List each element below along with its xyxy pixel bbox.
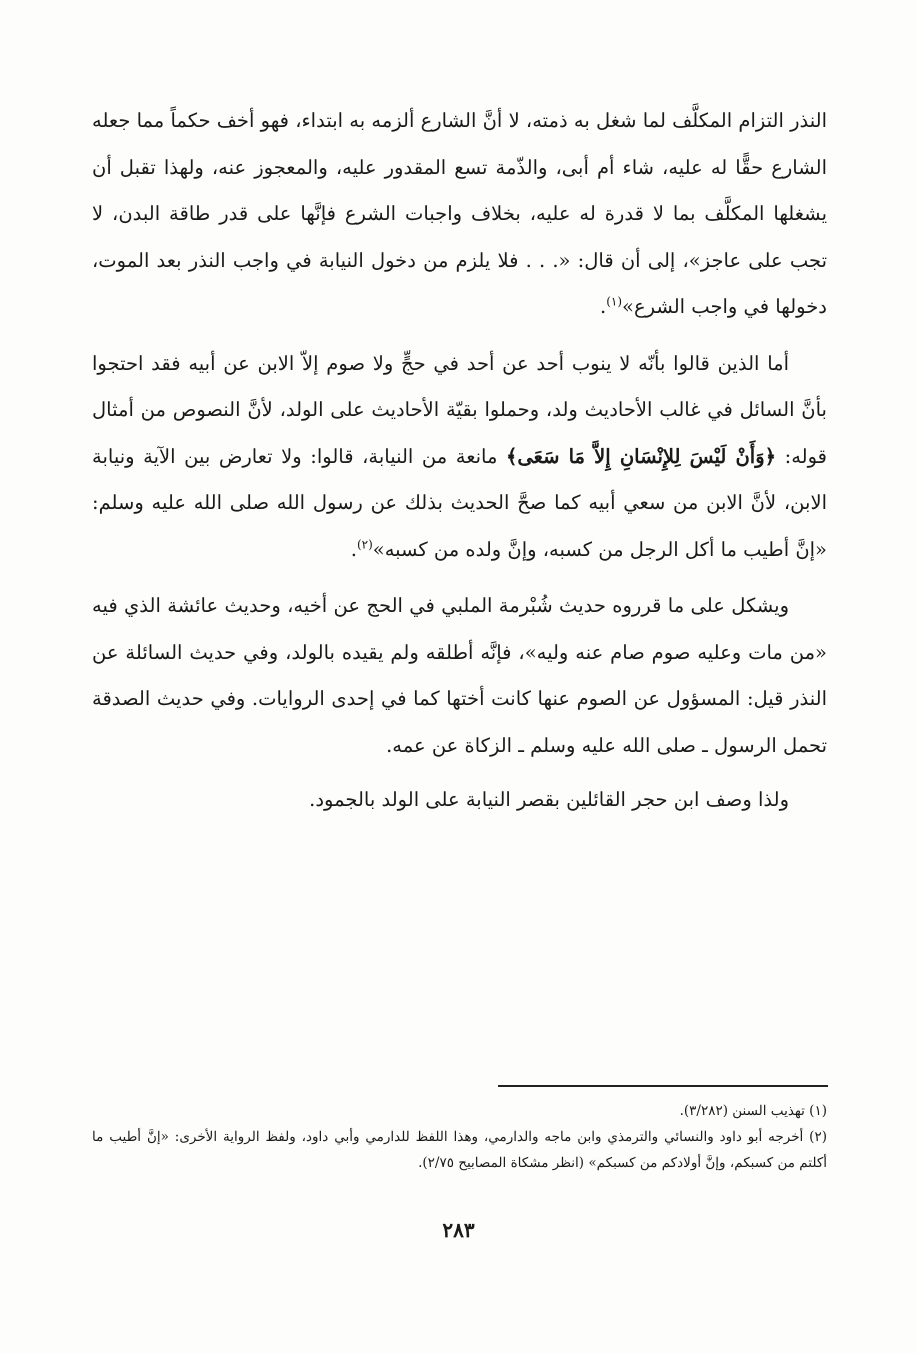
- paragraph-4: [92, 777, 827, 824]
- footnote-separator: [498, 1085, 828, 1087]
- quran-verse: ﴿وَأَنْ لَيْسَ لِلإِنْسَانِ إِلاَّ مَا سَعَى﴾: [506, 444, 777, 468]
- paragraph-2: [92, 341, 827, 574]
- footnote-2: (٢) أخرجه أبو داود والنسائي والترمذي وابن ماجه والدارمي، وهذا اللفظ للدارمي وأبي داود، ولفظ الرواية الأخرى: «إنَّ أطيب ما أكلتم من كسبكم، وإنَّ أولادكم من كسبكم» (انظر مشكاة المصابيح ٢/٧٥).: [92, 1129, 827, 1171]
- paragraph-1-text: النذر التزام المكلَّف لما شغل به ذمته، لا أنَّ الشارع ألزمه به ابتداء، فهو أخف حكماً مما جعله الشارع حقًّا له عليه، شاء أم أبى، والذّمة تسع المقدور عليه، والمعجوز عنه، ولهذا تقبل أن يشغلها المكلَّف بما لا قدرة له عليه، بخلاف واجبات الشرع فإنَّها على قدر طاقة البدن، لا تجب على عاجز»، إلى أن قال: «. . . فلا يلزم من دخول النيابة في واجب النذر بعد الموت، دخولها في واجب الشرع»: [92, 109, 827, 318]
- paragraph-2-end: .: [350, 537, 357, 561]
- paragraph-4-text: ولذا وصف ابن حجر القائلين بقصر النيابة على الولد بالجمود.: [309, 788, 789, 811]
- paragraph-2-text-start: أما الذين قالوا بأنّه لا ينوب أحد عن أحد في حجٍّ ولا صوم إلاّ الابن عن أبيه فقد احتجوا بأنَّ السائل في غالب الأحاديث ولد، وحملوا بقيّة الأحاديث على الولد، لأنَّ النصوص من أمثال قوله:: [92, 351, 828, 468]
- paragraph-2-text-end: مانعة من النيابة، قالوا: ولا تعارض بين الآية ونيابة الابن، لأنَّ الابن من سعي أبيه كما صحَّ الحديث بذلك عن رسول الله صلى الله عليه وسلم: «إنَّ أطيب ما أكل الرجل من كسبه، وإنَّ ولده من كسبه»: [92, 444, 827, 561]
- page-number: ٢٨٣: [442, 1218, 475, 1242]
- body-text: [92, 98, 827, 824]
- paragraph-1-end: .: [599, 295, 607, 318]
- footnotes: [92, 1098, 827, 1176]
- footnote-1: (١) تهذيب السنن (٣/٢٨٢).: [679, 1103, 827, 1119]
- paragraph-1: [92, 98, 827, 331]
- footnote-ref-1: (١): [606, 294, 623, 309]
- footnote-ref-2: (٢): [356, 537, 373, 551]
- paragraph-3-text: ويشكل على ما قرروه حديث شُبْرمة الملبي في الحج عن أخيه، وحديث عائشة الذي فيه «من مات وعليه صوم صام عنه وليه»، فإنَّه أطلقه ولم يقيده بالولد، وفي حديث السائلة عن النذر قيل: المسؤول عن الصوم عنها كانت أختها كما في إحدى الروايات. وفي حديث الصدقة تحمل الرسول ـ صلى الله عليه وسلم ـ الزكاة عن عمه.: [92, 594, 827, 757]
- paragraph-3: [92, 583, 827, 769]
